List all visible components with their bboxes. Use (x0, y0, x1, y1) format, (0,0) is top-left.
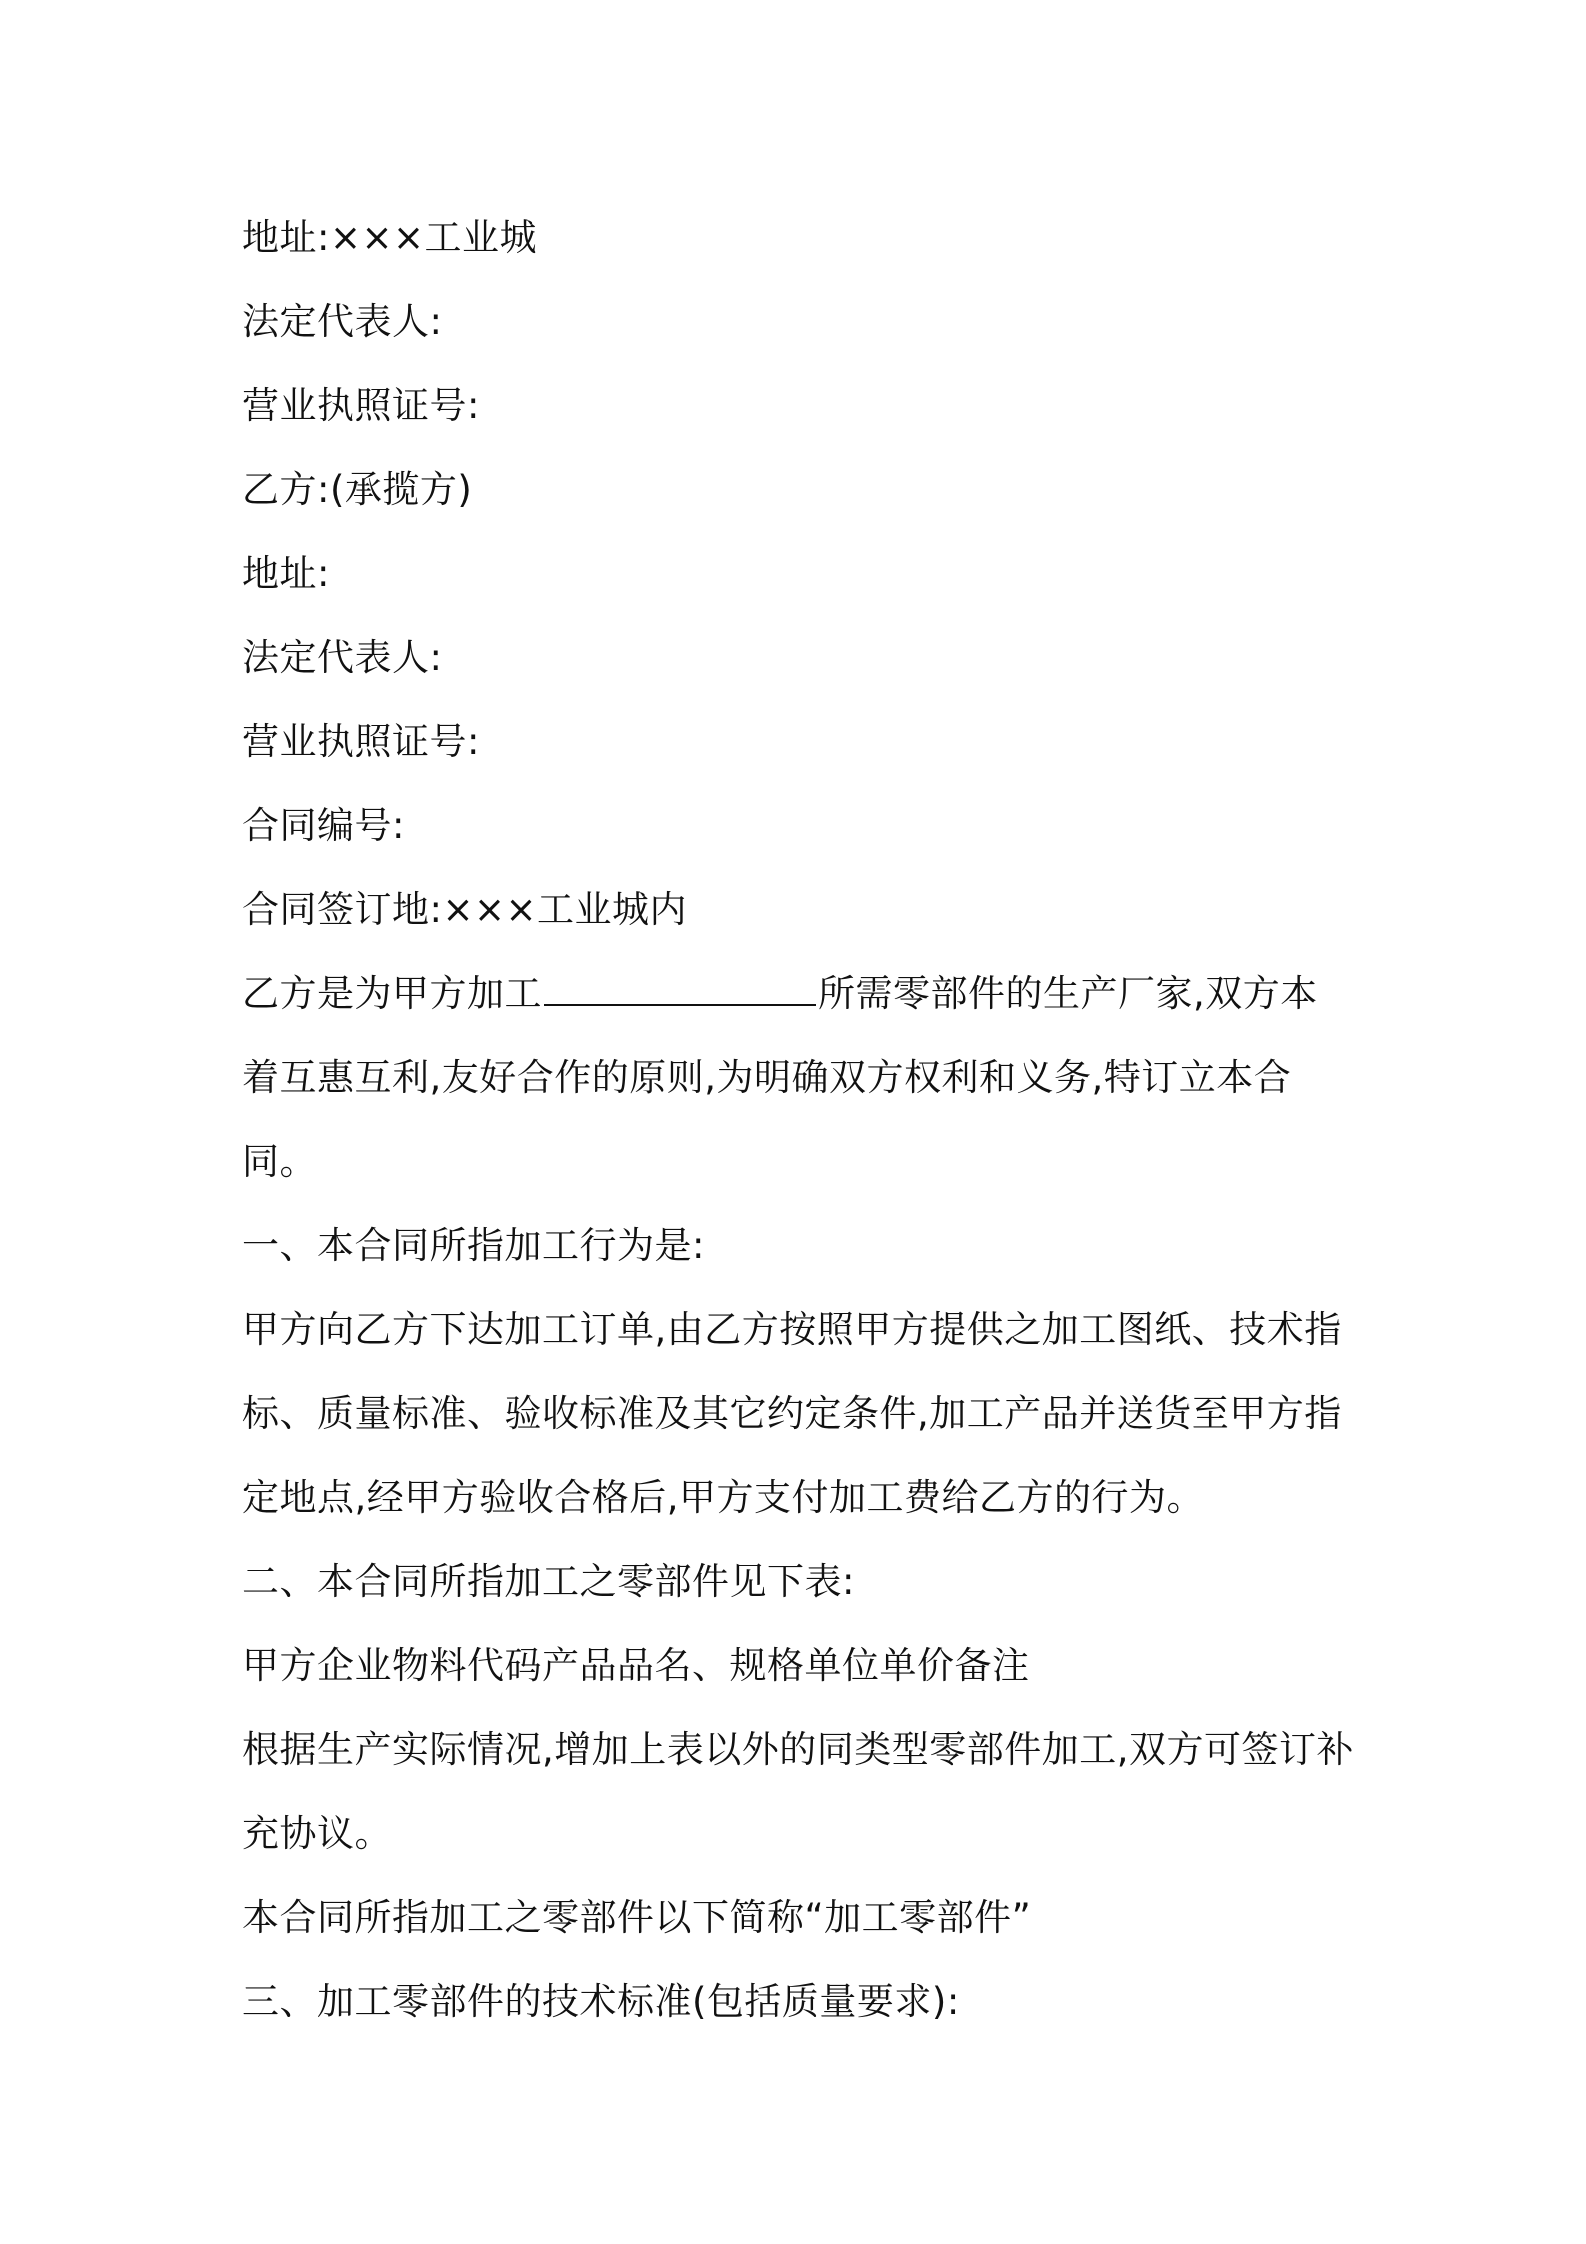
intro-text-after-blank: 所需零部件的生产厂家,双方本 (818, 972, 1318, 1015)
section-2-line: 充协议。 (242, 1812, 392, 1855)
party-a-license: 营业执照证号: (242, 384, 480, 427)
party-a-legal-rep: 法定代表人: (242, 300, 443, 343)
section-2-line: 本合同所指加工之零部件以下简称“加工零部件” (242, 1896, 1032, 1939)
party-b-address: 地址: (242, 552, 330, 595)
party-b-heading: 乙方:(承揽方) (242, 468, 473, 511)
section-3-heading: 三、加工零部件的技术标准(包括质量要求): (242, 1980, 960, 2023)
document-body (242, 196, 1362, 2044)
party-b-license: 营业执照证号: (242, 720, 480, 763)
party-a-address: 地址:×××工业城 (242, 216, 537, 259)
fill-in-blank (544, 970, 816, 1006)
intro-line-2: 着互惠互利,友好合作的原则,为明确双方权利和义务,特订立本合 (242, 1056, 1292, 1099)
section-2-heading: 二、本合同所指加工之零部件见下表: (242, 1560, 855, 1603)
contract-signing-place: 合同签订地:×××工业城内 (242, 888, 687, 931)
section-1-heading: 一、本合同所指加工行为是: (242, 1224, 705, 1267)
section-2-line: 根据生产实际情况,增加上表以外的同类型零部件加工,双方可签订补 (242, 1728, 1355, 1771)
section-1-line: 标、质量标准、验收标准及其它约定条件,加工产品并送货至甲方指 (242, 1392, 1342, 1435)
intro-line-1 (242, 952, 1362, 1036)
intro-line-3: 同。 (242, 1140, 317, 1183)
section-1-line: 甲方向乙方下达加工订单,由乙方按照甲方提供之加工图纸、技术指 (242, 1308, 1342, 1351)
intro-text-before-blank: 乙方是为甲方加工 (242, 972, 542, 1015)
contract-number: 合同编号: (242, 804, 405, 847)
parts-table-header: 甲方企业物料代码产品品名、规格单位单价备注 (242, 1644, 1030, 1687)
section-1-line: 定地点,经甲方验收合格后,甲方支付加工费给乙方的行为。 (242, 1476, 1205, 1519)
party-b-legal-rep: 法定代表人: (242, 636, 443, 679)
